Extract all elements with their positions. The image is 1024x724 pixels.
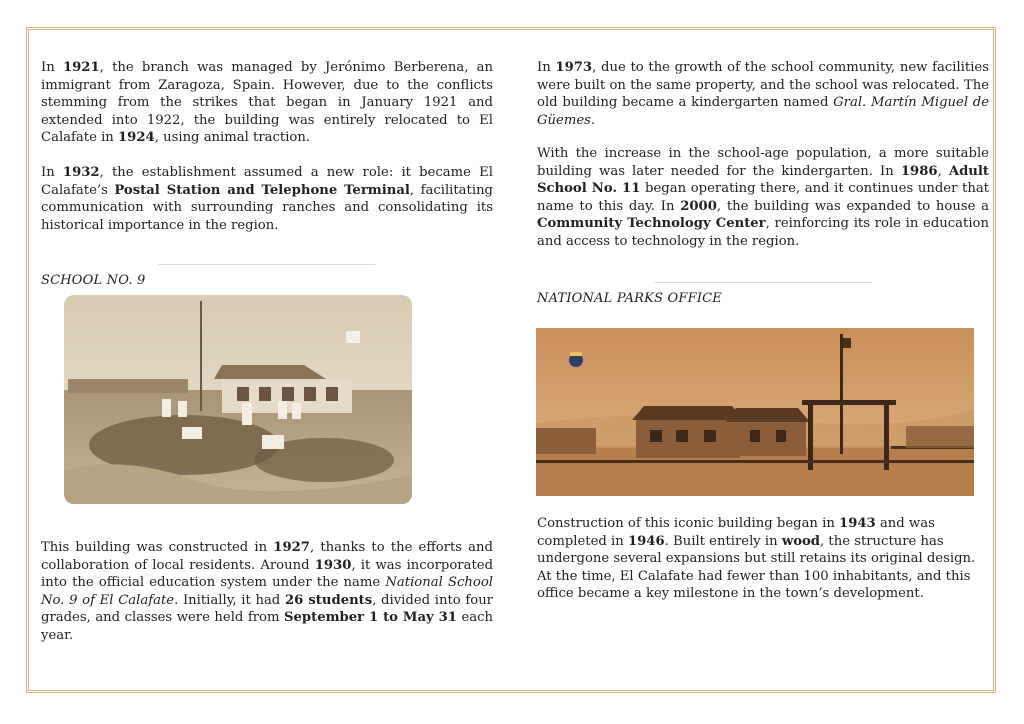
school-photo-image: [64, 295, 412, 504]
parks-photo-image: [536, 328, 974, 496]
school-no9-photo: [64, 295, 412, 504]
paragraph-relocation-1973: In 1973, due to the growth of the school community, new facilities were built on the same property, and the school was relocated. The old building became a kindergarten named Gral. Martín Miguel de Güemes.: [537, 60, 989, 128]
paragraph-adult-school-1986: With the increase in the school-age population, a more suitable building was later needed for the kindergarten. In 1986, Adult School No. 11 began operating there, and it continues under that name to this day. In 2000, the building was expanded to house a Community Technology Center, reinforcing its role in education and access to technology in the region.: [537, 146, 989, 249]
section-divider: [654, 282, 872, 283]
paragraph-branch-1921: In 1921, the branch was managed by Jerónimo Berberena, an immigrant from Zaragoza, Spain. However, due to the conflicts stemming from the strikes that began in January 1921 and extended into 1922, the building was entirely relocated to El Calafate in 1924, using animal traction.: [41, 60, 493, 146]
paragraph-parks-1943: Construction of this iconic building began in 1943 and was completed in 1946. Built entirely in wood, the structure has undergone several expansions but still retains its original design. At the time, El Calafate had fewer than 100 inhabitants, and this office became a key milestone in the town’s development.: [537, 516, 976, 602]
school-no9-heading: SCHOOL NO. 9: [41, 273, 146, 288]
section-divider: [158, 264, 376, 265]
national-parks-heading: NATIONAL PARKS OFFICE: [537, 291, 722, 306]
paragraph-school-1927: This building was constructed in 1927, thanks to the efforts and collaboration of local residents. Around 1930, it was incorporated into the official education system under the name National School No. 9 of El Calafate. Initially, it had 26 students, divided into four grades, and classes were held from September 1 to May 31 each year.: [41, 540, 494, 643]
national-parks-photo: [536, 328, 974, 496]
paragraph-postal-1932: In 1932, the establishment assumed a new role: it became El Calafate’s Postal Station and Telephone Terminal, facilitating communication with surrounding ranches and consolidating its historical importance in the region.: [41, 165, 493, 233]
